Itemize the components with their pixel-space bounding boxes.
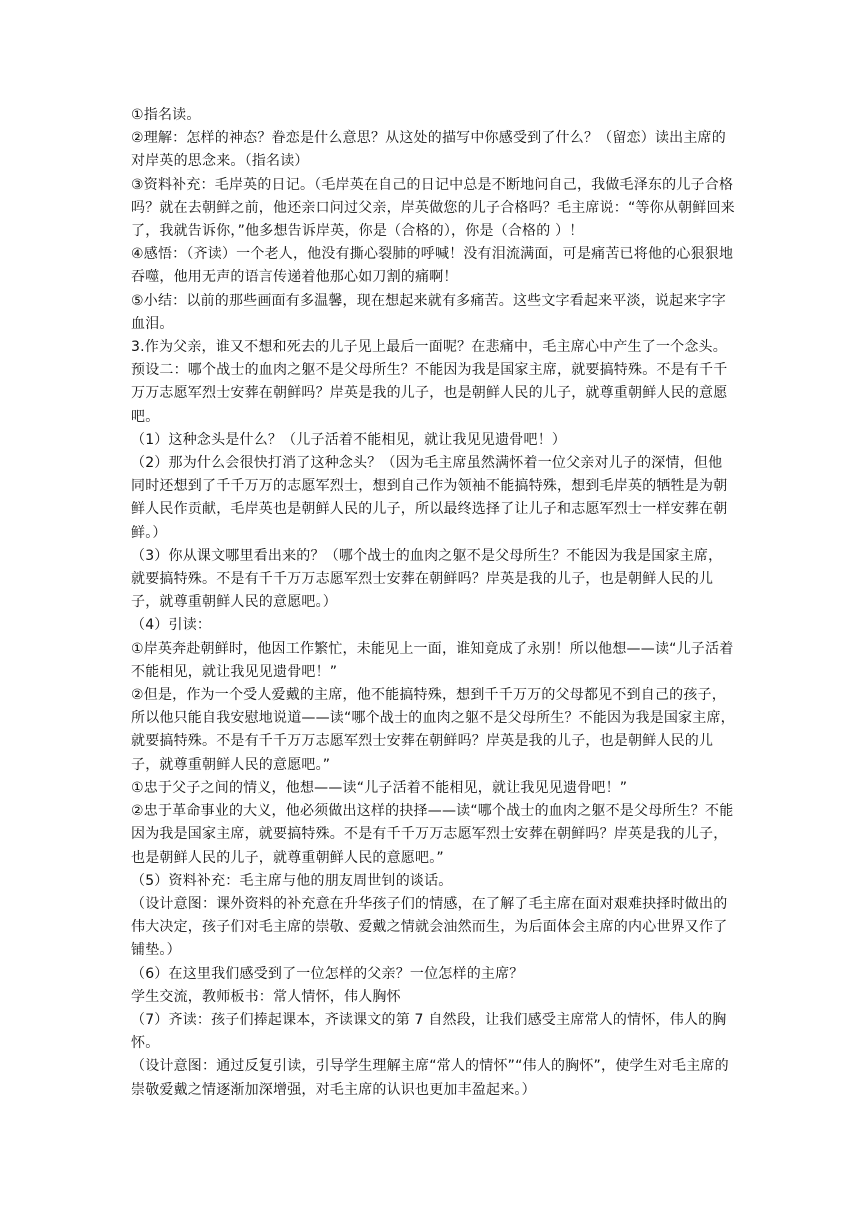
paragraph-preset-two: 预设二：哪个战士的血肉之躯不是父母所生？不能因为我是国家主席，就要搞特殊。不是有千千万万志愿军烈士安葬在朝鲜吗？岸英是我的儿子，也是朝鲜人民的儿子，就尊重朝鲜人民的意愿吧。 bbox=[131, 362, 728, 425]
paragraph-diary-material: ③资料补充：毛岸英的日记。（毛岸英在自己的日记中总是不断地问自己，我做毛泽东的儿子合格吗？就在去朝鲜之前，他还亲口问过父亲，岸英做您的儿子合格吗？毛主席说：“等你从朝鲜回来了，我就告诉你，”他多想告诉岸英，你是（合格的），你是（合格的 ）！ bbox=[131, 176, 735, 240]
paragraph-name-read: ①指名读。 bbox=[131, 107, 201, 123]
paragraph-question-2: （2）那为什么会很快打消了这种念头？（因为毛主席虽然满怀着一位父亲对儿子的深情，但他同时还想到了千千万万的志愿军烈士，想到自己作为领袖不能搞特殊，想到毛岸英的牺牲是为朝鲜人民作贡献，毛岸英也是朝鲜人民的儿子，所以最终选择了让儿子和志愿军烈士一样安葬在朝鲜。） bbox=[131, 455, 728, 541]
paragraph-guided-reading: （4）引读： bbox=[131, 617, 212, 634]
paragraph-perception: ④感悟：（齐读）一个老人，他没有撕心裂肺的呼喊！没有泪流满面，可是痛苦已将他的心狠狠地吞噬，他用无声的语言传递着他那心如刀割的痛啊！ bbox=[131, 246, 734, 286]
paragraph-design-intent-2: （设计意图：通过反复引读，引导学生理解主席“常人的情怀”“伟人的胸怀”，使学生对毛主席的崇敬爱戴之情逐渐加深增强，对毛主席的认识也更加丰盈起来。） bbox=[131, 1058, 729, 1098]
paragraph-design-intent-1: （设计意图：课外资料的补充意在升华孩子们的情感，在了解了毛主席在面对艰难抉择时做出的伟大决定，孩子们对毛主席的崇敬、爱戴之情就会油然而生，为后面体会主席的内心世界又作了铺垫。） bbox=[131, 895, 728, 959]
paragraph-question-1: （1）这种念头是什么？（儿子活着不能相见，就让我见见遗骨吧！） bbox=[131, 431, 567, 448]
paragraph-question-7: （7）齐读：孩子们捧起课本，齐读课文的第 7 自然段，让我们感受主席常人的情怀，伟人的胸怀。 bbox=[131, 1011, 727, 1052]
paragraph-section-3: 3.作为父亲，谁又不想和死去的儿子见上最后一面呢？在悲痛中，毛主席心中产生了一个念头。 bbox=[131, 339, 727, 356]
paragraph-question-3: （3）你从课文哪里看出来的？（哪个战士的血肉之躯不是父母所生？不能因为我是国家主席，就要搞特殊。不是有千千万万志愿军烈士安葬在朝鲜吗？岸英是我的儿子，也是朝鲜人民的儿子，就尊重朝鲜人民的意愿吧。） bbox=[131, 547, 723, 611]
paragraph-question-6: （6）在这里我们感受到了一位怎样的父亲？一位怎样的主席？ bbox=[131, 965, 524, 982]
paragraph-question-5: （5）资料补充：毛主席与他的朋友周世钊的谈话。 bbox=[131, 872, 453, 889]
paragraph-understanding: ②理解：怎样的神态？眷恋是什么意思？从这处的描写中你感受到了什么？（留恋）读出主席的对岸英的思念来。（指名读） bbox=[131, 130, 726, 170]
paragraph-loyal-revolution: ②忠于革命事业的大义，他必须做出这样的抉择——读“哪个战士的血肉之躯不是父母所生？不能因为我是国家主席，就要搞特殊。不是有千千万万志愿军烈士安葬在朝鲜吗？岸英是我的儿子，也是朝鲜人民的儿子，就尊重朝鲜人民的意愿吧。” bbox=[131, 803, 734, 866]
paragraph-guided-2: ②但是，作为一个受人爱戴的主席，他不能搞特殊，想到千千万万的父母都见不到自己的孩子，所以他只能自我安慰地说道——读“哪个战士的血肉之躯不是父母所生？不能因为我是国家主席，就要搞特殊。不是有千千万万志愿军烈士安葬在朝鲜吗？岸英是我的儿子，也是朝鲜人民的儿子，就尊重朝鲜人民的意愿吧。” bbox=[131, 687, 735, 773]
paragraph-loyal-family: ①忠于父子之间的情义，他想——读“儿子活着不能相见，就让我见见遗骨吧！” bbox=[131, 779, 628, 796]
paragraph-summary: ⑤小结：以前的那些画面有多温馨，现在想起来就有多痛苦。这些文字看起来平淡，说起来字字血泪。 bbox=[131, 292, 726, 332]
paragraph-guided-1: ①岸英奔赴朝鲜时，他因工作繁忙，未能见上一面，谁知竟成了永别！所以他想——读“儿子活着不能相见，就让我见见遗骨吧！” bbox=[131, 640, 734, 680]
paragraph-blackboard: 学生交流，教师板书：常人情怀，伟人胸怀 bbox=[131, 988, 401, 1005]
